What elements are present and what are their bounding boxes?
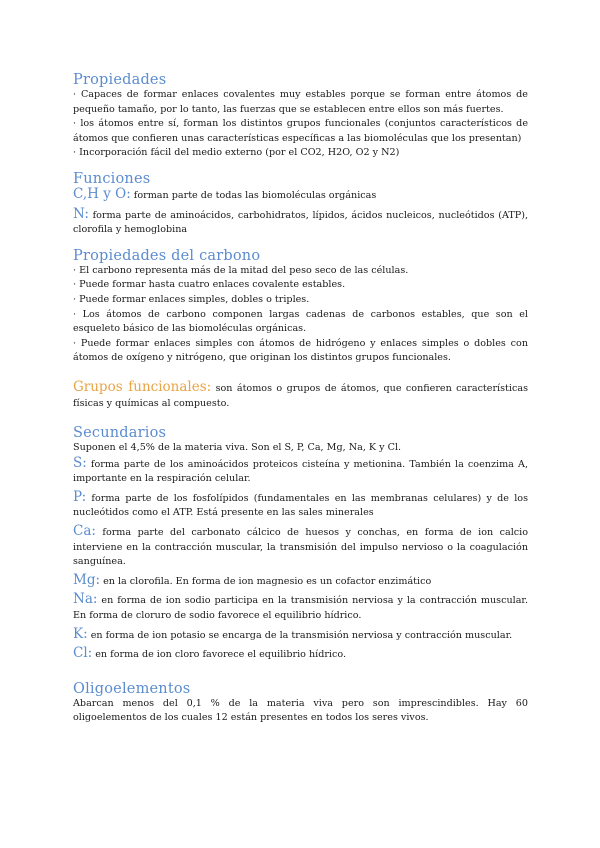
element-desc: en forma de ion cloro favorece el equilibrio hídrico. [92,649,347,661]
document-page [73,72,528,726]
heading-carbono: Propiedades del carbono [73,247,261,264]
secundarios-intro: Suponen el 4,5% de la materia viva. Son el S, P, Ca, Mg, Na, K y Cl. [73,442,402,454]
element-desc: en la clorofila. En forma de ion magnesio es un cofactor enzimático [100,575,432,587]
element-key: Mg: [73,571,101,588]
element-key: K: [73,625,88,642]
list-item: · Puede formar enlaces simples con átomos de hidrógeno y enlaces simples o dobles con átomos de oxígeno y nitrógeno, que originan los distintos grupos funcionales. [73,337,528,364]
funcion-item [73,207,528,238]
element-key: C,H y O: [73,185,131,202]
secundario-item [73,573,528,590]
element-desc: forma parte de aminoácidos, carbohidratos, lípidos, ácidos nucleicos, nucleótidos (ATP), clorofila y hemoglobina [73,209,528,236]
funcion-item [73,187,528,204]
secundario-item [73,524,528,570]
element-desc: forma parte del carbonato cálcico de huesos y conchas, en forma de ion calcio interviene en la contracción muscular, la transmisión del impulso nervioso o la coagulación sanguínea. [73,527,528,568]
list-item: · Puede formar hasta cuatro enlaces covalente estables. [73,279,346,291]
secundario-item [73,456,528,487]
grupos-funcionales [73,380,528,411]
list-item: · Capaces de formar enlaces covalentes muy estables porque se forman entre átomos de pequeño tamaño, por lo tanto, las fuerzas que se establecen entre ellos son más fuertes. [73,89,528,115]
heading-secundarios: Secundarios [73,425,167,442]
heading-propiedades: Propiedades [73,72,167,88]
list-item: · Puede formar enlaces simples, dobles o triples. [73,293,310,305]
propiedades-list [73,88,528,161]
secundario-item [73,490,528,521]
element-desc: forma parte de los fosfolípidos (fundamentales en las membranas celulares) y de los nucleótidos como el ATP. Está presente en las sales minerales [73,492,528,519]
list-item: · El carbono representa más de la mitad del peso seco de las células. [73,264,409,276]
list-item: · Incorporación fácil del medio externo (por el CO2, H2O, O2 y N2) [73,147,400,159]
carbono-list [73,264,528,366]
element-key: S: [73,454,87,471]
element-desc: en forma de ion sodio participa en la transmisión nerviosa y la contracción muscular. En forma de cloruro de sodio favorece el equilibrio hídrico. [73,595,528,622]
element-key: P: [73,488,87,505]
element-desc: forma parte de los aminoácidos proteicos cisteína y metionina. También la coenzima A, importante en la respiración celular. [73,458,528,485]
element-key: Na: [73,591,98,608]
secundario-item [73,646,528,663]
heading-oligoelementos: Oligoelementos [73,680,191,697]
element-key: Ca: [73,523,96,540]
element-key: N: [73,205,89,222]
heading-funciones: Funciones [73,170,151,187]
oligo-text: Abarcan menos del 0,1 % de la materia viva pero son imprescindibles. Hay 60 oligoelementos de los cuales 12 están presentes en todos los seres vivos. [73,697,528,724]
secundario-item [73,592,528,623]
secundario-item [73,627,528,644]
grupos-desc: son átomos o grupos de átomos, que confieren características físicas y químicas al compuesto. [73,382,528,409]
list-item: · los átomos entre sí, forman los distintos grupos funcionales (conjuntos característicos de átomos que confieren unas características específicas a las biomoléculas que los presentan) [73,118,528,144]
grupos-key: Grupos funcionales: [73,378,212,395]
element-key: Cl: [73,645,93,662]
element-desc: forman parte de todas las biomoléculas orgánicas [130,189,377,201]
element-desc: en forma de ion potasio se encarga de la transmisión nerviosa y contracción muscular. [87,629,513,641]
list-item: · Los átomos de carbono componen largas cadenas de carbonos estables, que son el esqueleto básico de las biomoléculas orgánicas. [73,308,528,335]
